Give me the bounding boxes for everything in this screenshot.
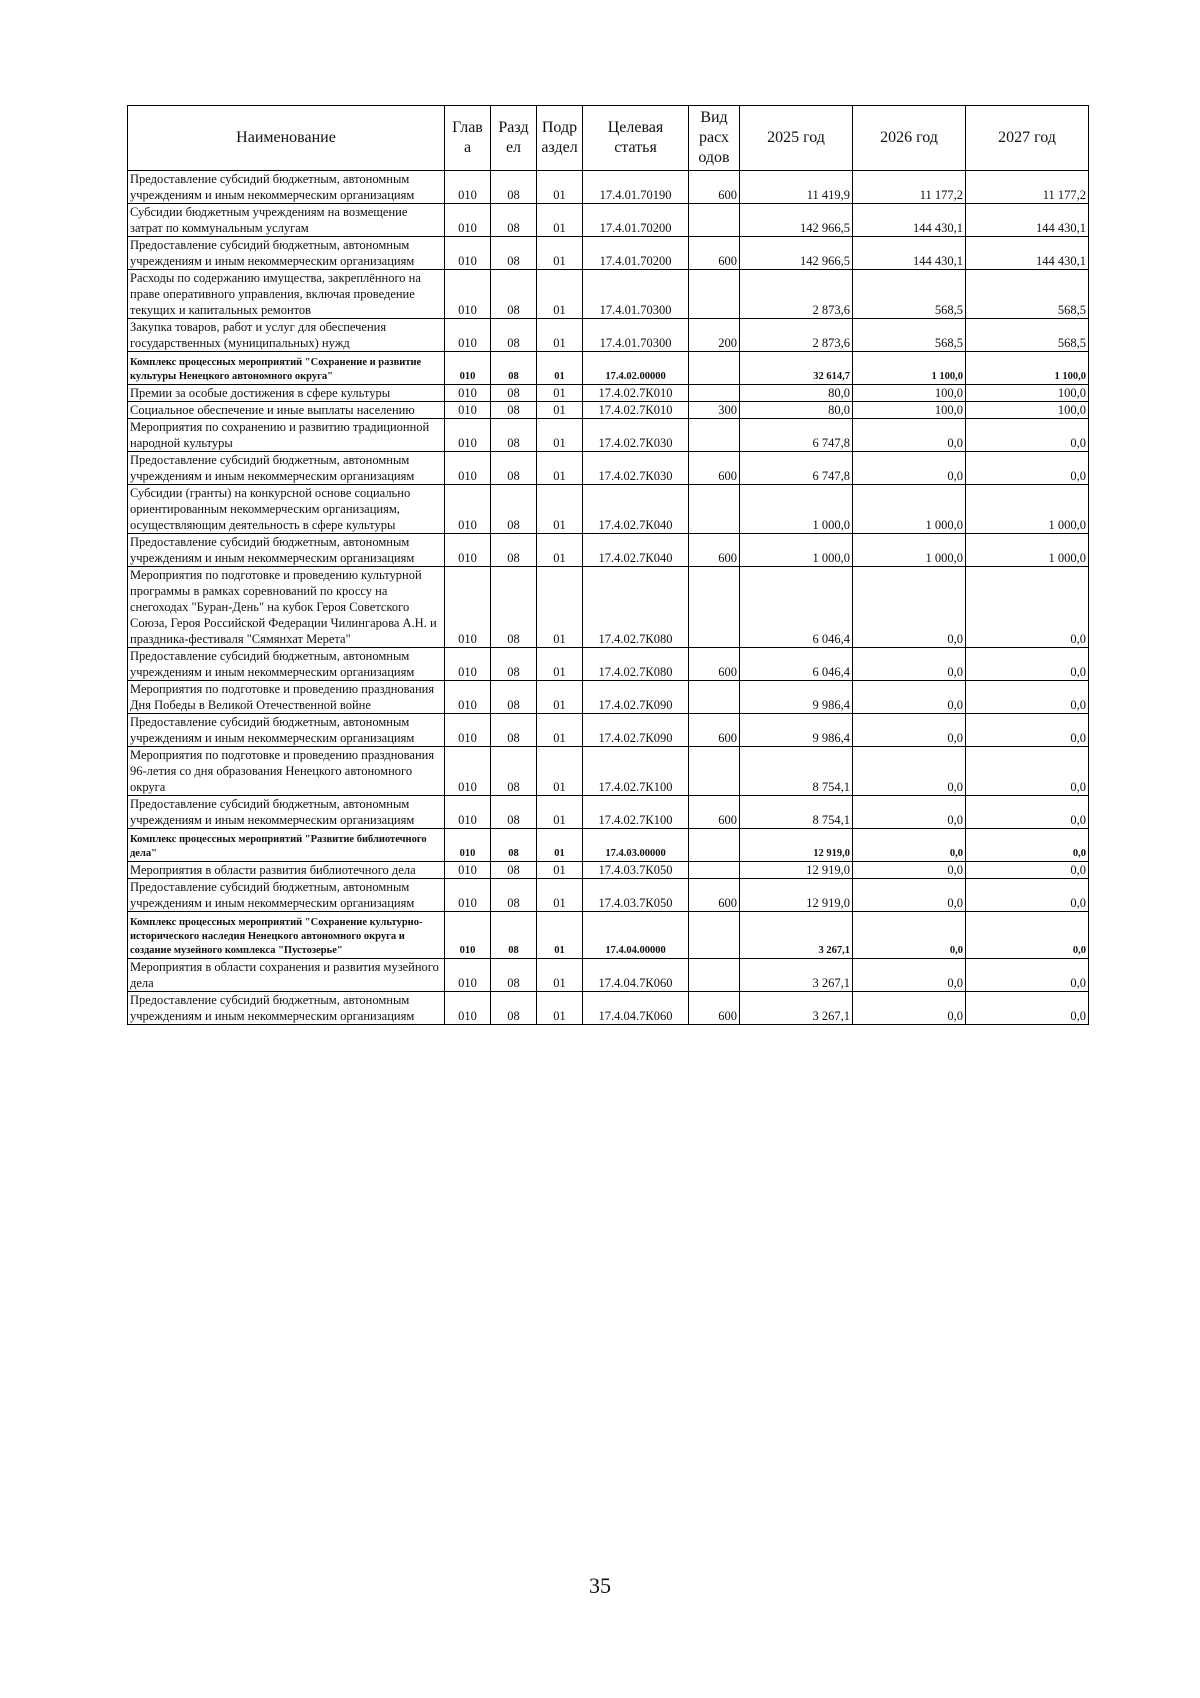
row-glava: 010 [445,319,491,352]
row-target: 17.4.02.7К030 [583,419,689,452]
row-podrazdel: 01 [537,171,583,204]
row-target: 17.4.01.70300 [583,319,689,352]
table-row [128,204,1089,237]
row-name: Предоставление субсидий бюджетным, автономным учреждениям и иным некоммерческим организациям [128,714,445,747]
row-amount-2027: 0,0 [966,419,1089,452]
row-amount-2025: 9 986,4 [740,681,853,714]
row-name: Мероприятия по подготовке и проведению празднования 96-летия со дня образования Ненецкого автономного округа [128,747,445,796]
row-glava: 010 [445,402,491,419]
row-razdel: 08 [491,959,537,992]
table-row [128,452,1089,485]
row-razdel: 08 [491,270,537,319]
row-amount-2027: 0,0 [966,862,1089,879]
row-podrazdel: 01 [537,567,583,648]
row-glava: 010 [445,567,491,648]
row-glava: 010 [445,747,491,796]
row-glava: 010 [445,879,491,912]
table-row [128,352,1089,385]
row-name: Предоставление субсидий бюджетным, автономным учреждениям и иным некоммерческим организациям [128,796,445,829]
row-amount-2025: 32 614,7 [740,352,853,385]
table-row [128,992,1089,1025]
table-row [128,419,1089,452]
row-razdel: 08 [491,567,537,648]
row-vid: 600 [689,796,740,829]
row-name: Предоставление субсидий бюджетным, автономным учреждениям и иным некоммерческим организациям [128,237,445,270]
row-name: Предоставление субсидий бюджетным, автономным учреждениям и иным некоммерческим организациям [128,879,445,912]
row-name: Предоставление субсидий бюджетным, автономным учреждениям и иным некоммерческим организациям [128,534,445,567]
row-vid [689,567,740,648]
row-podrazdel: 01 [537,319,583,352]
row-amount-2027: 0,0 [966,681,1089,714]
row-amount-2027: 100,0 [966,402,1089,419]
row-amount-2025: 6 046,4 [740,648,853,681]
row-amount-2027: 568,5 [966,270,1089,319]
row-name: Мероприятия по сохранению и развитию традиционной народной культуры [128,419,445,452]
row-vid [689,681,740,714]
table-row [128,796,1089,829]
row-glava: 010 [445,714,491,747]
row-amount-2025: 80,0 [740,385,853,402]
row-podrazdel: 01 [537,270,583,319]
row-glava: 010 [445,452,491,485]
row-name: Предоставление субсидий бюджетным, автономным учреждениям и иным некоммерческим организациям [128,452,445,485]
row-razdel: 08 [491,681,537,714]
row-razdel: 08 [491,319,537,352]
row-razdel: 08 [491,485,537,534]
row-amount-2027: 0,0 [966,912,1089,959]
row-amount-2026: 0,0 [853,959,966,992]
row-glava: 010 [445,648,491,681]
row-amount-2027: 11 177,2 [966,171,1089,204]
row-target: 17.4.01.70300 [583,270,689,319]
row-glava: 010 [445,912,491,959]
row-podrazdel: 01 [537,912,583,959]
row-name: Предоставление субсидий бюджетным, автономным учреждениям и иным некоммерческим организациям [128,171,445,204]
row-razdel: 08 [491,714,537,747]
row-amount-2027: 0,0 [966,567,1089,648]
row-amount-2025: 8 754,1 [740,796,853,829]
row-vid: 600 [689,879,740,912]
row-glava: 010 [445,992,491,1025]
row-podrazdel: 01 [537,452,583,485]
row-name: Социальное обеспечение и иные выплаты населению [128,402,445,419]
table-row [128,714,1089,747]
row-amount-2025: 12 919,0 [740,829,853,862]
row-name: Субсидии бюджетным учреждениям на возмещение затрат по коммунальным услугам [128,204,445,237]
row-vid [689,747,740,796]
row-amount-2026: 144 430,1 [853,237,966,270]
row-target: 17.4.02.7К090 [583,681,689,714]
row-target: 17.4.02.7К040 [583,485,689,534]
row-amount-2026: 1 100,0 [853,352,966,385]
row-name: Закупка товаров, работ и услуг для обеспечения государственных (муниципальных) нужд [128,319,445,352]
row-amount-2025: 11 419,9 [740,171,853,204]
table-header-row [128,106,1089,171]
row-amount-2026: 0,0 [853,648,966,681]
row-vid [689,829,740,862]
header-podrazdel: Подр аздел [537,106,583,171]
row-podrazdel: 01 [537,534,583,567]
row-target: 17.4.02.7К040 [583,534,689,567]
row-amount-2026: 0,0 [853,862,966,879]
row-razdel: 08 [491,534,537,567]
row-target: 17.4.04.7К060 [583,992,689,1025]
header-2025: 2025 год [740,106,853,171]
row-podrazdel: 01 [537,959,583,992]
row-vid [689,485,740,534]
row-razdel: 08 [491,796,537,829]
row-amount-2025: 80,0 [740,402,853,419]
row-podrazdel: 01 [537,204,583,237]
row-podrazdel: 01 [537,485,583,534]
row-target: 17.4.02.7К080 [583,648,689,681]
row-target: 17.4.01.70190 [583,171,689,204]
row-target: 17.4.03.7К050 [583,879,689,912]
row-target: 17.4.02.7К100 [583,796,689,829]
header-2026: 2026 год [853,106,966,171]
row-target: 17.4.04.00000 [583,912,689,959]
row-amount-2026: 1 000,0 [853,534,966,567]
row-glava: 010 [445,485,491,534]
row-amount-2026: 0,0 [853,452,966,485]
row-podrazdel: 01 [537,385,583,402]
row-amount-2026: 0,0 [853,879,966,912]
row-amount-2025: 1 000,0 [740,485,853,534]
row-name: Мероприятия по подготовке и проведению празднования Дня Победы в Великой Отечественной войне [128,681,445,714]
row-vid [689,419,740,452]
table-row [128,747,1089,796]
row-amount-2026: 0,0 [853,567,966,648]
row-vid [689,912,740,959]
row-podrazdel: 01 [537,796,583,829]
row-glava: 010 [445,171,491,204]
row-amount-2026: 0,0 [853,681,966,714]
row-glava: 010 [445,204,491,237]
row-target: 17.4.02.00000 [583,352,689,385]
row-target: 17.4.02.7К090 [583,714,689,747]
row-name: Субсидии (гранты) на конкурсной основе социально ориентированным некоммерческим организациям, осуществляющим деятельность в сфере культуры [128,485,445,534]
row-target: 17.4.01.70200 [583,237,689,270]
row-vid: 600 [689,648,740,681]
row-razdel: 08 [491,992,537,1025]
row-amount-2026: 0,0 [853,992,966,1025]
header-target: Целевая статья [583,106,689,171]
row-vid: 600 [689,171,740,204]
row-name: Мероприятия в области сохранения и развития музейного дела [128,959,445,992]
row-glava: 010 [445,352,491,385]
row-amount-2025: 3 267,1 [740,912,853,959]
row-amount-2025: 142 966,5 [740,204,853,237]
row-podrazdel: 01 [537,747,583,796]
table-row [128,171,1089,204]
row-vid [689,352,740,385]
row-razdel: 08 [491,171,537,204]
row-amount-2027: 0,0 [966,959,1089,992]
row-razdel: 08 [491,829,537,862]
row-amount-2025: 8 754,1 [740,747,853,796]
row-vid: 300 [689,402,740,419]
row-amount-2026: 1 000,0 [853,485,966,534]
table-row [128,912,1089,959]
table-row [128,862,1089,879]
row-amount-2027: 100,0 [966,385,1089,402]
row-target: 17.4.01.70200 [583,204,689,237]
table-body [128,171,1089,1025]
row-amount-2026: 0,0 [853,419,966,452]
row-razdel: 08 [491,862,537,879]
row-podrazdel: 01 [537,402,583,419]
row-podrazdel: 01 [537,352,583,385]
row-razdel: 08 [491,402,537,419]
row-razdel: 08 [491,912,537,959]
row-target: 17.4.03.7К050 [583,862,689,879]
row-vid [689,959,740,992]
row-vid: 600 [689,452,740,485]
row-amount-2026: 100,0 [853,402,966,419]
row-podrazdel: 01 [537,829,583,862]
row-glava: 010 [445,237,491,270]
row-amount-2025: 2 873,6 [740,319,853,352]
header-glava: Глав а [445,106,491,171]
table-row [128,648,1089,681]
row-amount-2025: 6 747,8 [740,452,853,485]
row-amount-2026: 0,0 [853,912,966,959]
row-podrazdel: 01 [537,862,583,879]
row-name: Комплекс процессных мероприятий "Сохранение и развитие культуры Ненецкого автономного округа" [128,352,445,385]
row-amount-2026: 0,0 [853,747,966,796]
row-vid [689,385,740,402]
table-row [128,534,1089,567]
row-glava: 010 [445,959,491,992]
row-amount-2025: 2 873,6 [740,270,853,319]
row-podrazdel: 01 [537,419,583,452]
row-amount-2026: 0,0 [853,829,966,862]
table-row [128,879,1089,912]
row-amount-2027: 0,0 [966,879,1089,912]
row-amount-2026: 568,5 [853,270,966,319]
row-razdel: 08 [491,352,537,385]
table-row [128,829,1089,862]
row-glava: 010 [445,796,491,829]
row-amount-2026: 100,0 [853,385,966,402]
row-podrazdel: 01 [537,992,583,1025]
row-target: 17.4.02.7К010 [583,402,689,419]
row-name: Предоставление субсидий бюджетным, автономным учреждениям и иным некоммерческим организациям [128,648,445,681]
row-podrazdel: 01 [537,648,583,681]
row-amount-2025: 12 919,0 [740,862,853,879]
row-vid [689,270,740,319]
row-target: 17.4.04.7К060 [583,959,689,992]
row-target: 17.4.02.7К010 [583,385,689,402]
row-amount-2026: 0,0 [853,796,966,829]
row-amount-2027: 1 000,0 [966,534,1089,567]
row-amount-2027: 1 000,0 [966,485,1089,534]
row-vid: 600 [689,534,740,567]
row-amount-2027: 0,0 [966,452,1089,485]
row-vid: 600 [689,237,740,270]
row-amount-2026: 11 177,2 [853,171,966,204]
row-amount-2027: 144 430,1 [966,204,1089,237]
table-row [128,385,1089,402]
row-amount-2026: 144 430,1 [853,204,966,237]
row-amount-2025: 6 046,4 [740,567,853,648]
row-target: 17.4.02.7К100 [583,747,689,796]
page-number: 35 [589,1573,611,1598]
row-glava: 010 [445,385,491,402]
row-glava: 010 [445,829,491,862]
table-row [128,319,1089,352]
row-amount-2025: 3 267,1 [740,992,853,1025]
row-target: 17.4.02.7К030 [583,452,689,485]
row-amount-2025: 9 986,4 [740,714,853,747]
row-glava: 010 [445,270,491,319]
header-name: Наименование [128,106,445,171]
row-amount-2027: 1 100,0 [966,352,1089,385]
row-target: 17.4.03.00000 [583,829,689,862]
row-glava: 010 [445,862,491,879]
row-target: 17.4.02.7К080 [583,567,689,648]
row-name: Предоставление субсидий бюджетным, автономным учреждениям и иным некоммерческим организациям [128,992,445,1025]
row-vid [689,204,740,237]
row-razdel: 08 [491,204,537,237]
table-row [128,485,1089,534]
row-name: Комплекс процессных мероприятий "Сохранение культурно-исторического наследия Ненецкого автономного округа и создание музейного комплекса "Пустозерье" [128,912,445,959]
budget-table [127,105,1089,1025]
row-razdel: 08 [491,385,537,402]
row-amount-2027: 0,0 [966,714,1089,747]
row-amount-2025: 142 966,5 [740,237,853,270]
table-row [128,237,1089,270]
table-row [128,270,1089,319]
row-amount-2027: 0,0 [966,648,1089,681]
header-vid: Вид расх одов [689,106,740,171]
row-amount-2027: 568,5 [966,319,1089,352]
row-name: Расходы по содержанию имущества, закреплённого на праве оперативного управления, включая проведение текущих и капитальных ремонтов [128,270,445,319]
table-row [128,959,1089,992]
header-razdel: Разд ел [491,106,537,171]
row-amount-2025: 1 000,0 [740,534,853,567]
row-amount-2026: 0,0 [853,714,966,747]
row-glava: 010 [445,534,491,567]
row-podrazdel: 01 [537,714,583,747]
row-amount-2026: 568,5 [853,319,966,352]
row-name: Комплекс процессных мероприятий "Развитие библиотечного дела" [128,829,445,862]
row-razdel: 08 [491,237,537,270]
row-razdel: 08 [491,452,537,485]
row-amount-2025: 3 267,1 [740,959,853,992]
row-glava: 010 [445,681,491,714]
row-amount-2025: 6 747,8 [740,419,853,452]
table-row [128,681,1089,714]
table-row [128,567,1089,648]
row-vid: 600 [689,714,740,747]
row-amount-2027: 0,0 [966,747,1089,796]
row-name: Мероприятия по подготовке и проведению культурной программы в рамках соревнований по кроссу на снегоходах "Буран-День" на кубок Героя Советского Союза, Героя Российской Федерации Чилингарова А.Н. и праздника-фестиваля "Сямянхат Мерета" [128,567,445,648]
row-amount-2027: 144 430,1 [966,237,1089,270]
row-name: Премии за особые достижения в сфере культуры [128,385,445,402]
row-amount-2025: 12 919,0 [740,879,853,912]
row-vid: 200 [689,319,740,352]
row-amount-2027: 0,0 [966,796,1089,829]
row-podrazdel: 01 [537,681,583,714]
row-glava: 010 [445,419,491,452]
row-name: Мероприятия в области развития библиотечного дела [128,862,445,879]
row-razdel: 08 [491,879,537,912]
row-vid [689,862,740,879]
header-2027: 2027 год [966,106,1089,171]
row-amount-2027: 0,0 [966,992,1089,1025]
row-razdel: 08 [491,648,537,681]
row-razdel: 08 [491,747,537,796]
row-podrazdel: 01 [537,879,583,912]
row-razdel: 08 [491,419,537,452]
table-row [128,402,1089,419]
row-podrazdel: 01 [537,237,583,270]
row-vid: 600 [689,992,740,1025]
row-amount-2027: 0,0 [966,829,1089,862]
